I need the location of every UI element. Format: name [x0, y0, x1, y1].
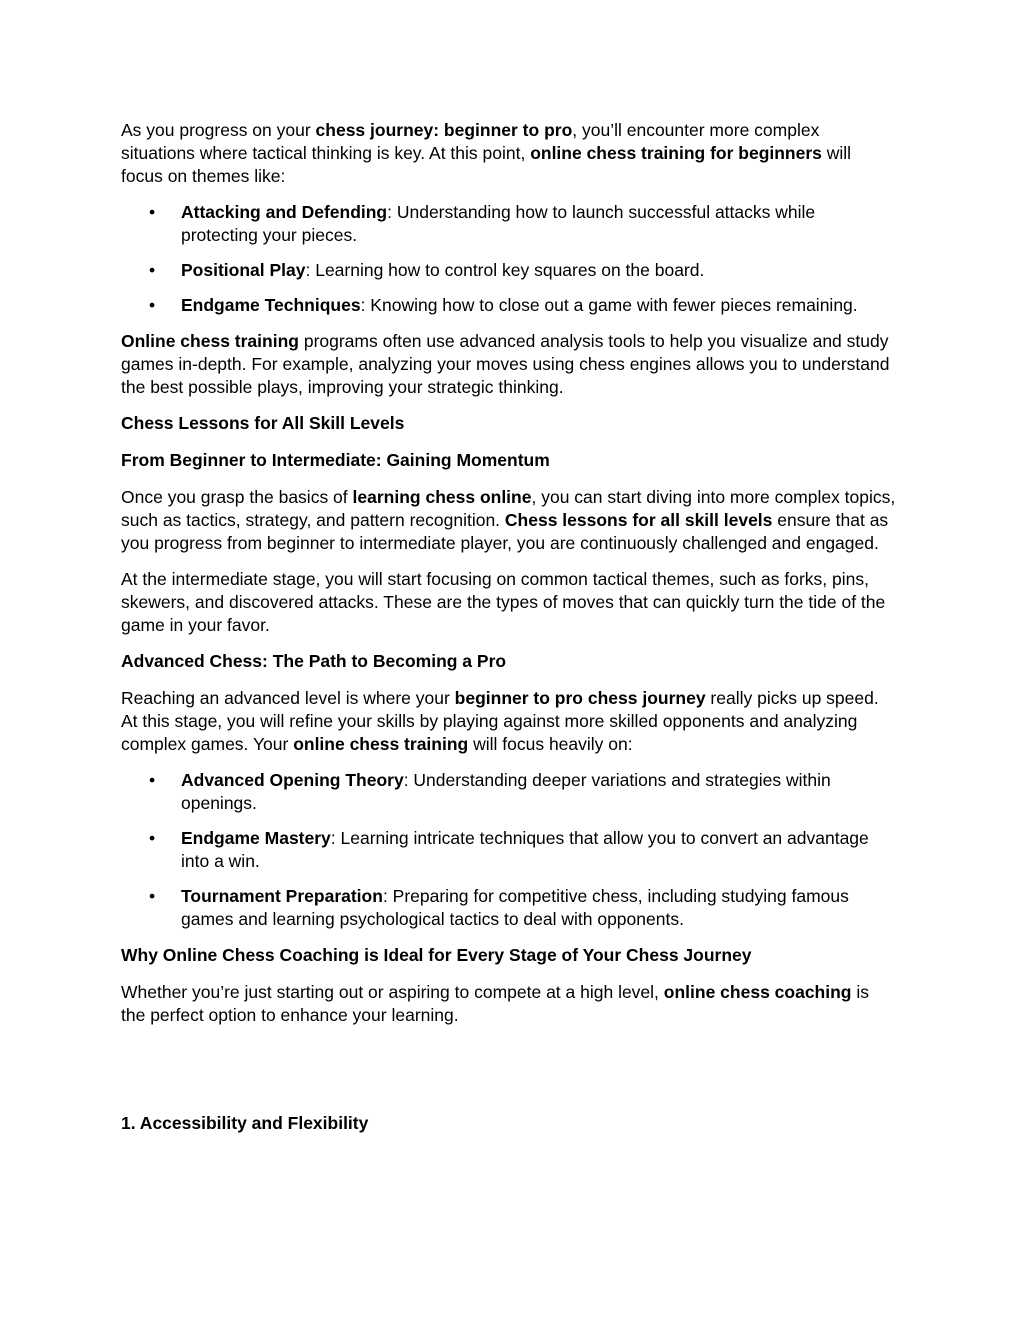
paragraph-intro: As you progress on your chess journey: beginner to pro, you’ll encounter more complex situations where tactical thinking is key. At this point, online chess training for beginners will focus on themes like:: [121, 120, 852, 186]
focus-list: [121, 769, 896, 931]
paragraph-training: Online chess training programs often use advanced analysis tools to help you visualize and study games in-depth. For example, analyzing your moves using chess engines allows you to understand the best possible plays, improving your strategic thinking.: [121, 331, 890, 397]
paragraph-advanced: Reaching an advanced level is where your beginner to pro chess journey really picks up speed. At this stage, you will refine your skills by playing against more skilled opponents and analyzing complex games. Your online chess training will focus heavily on:: [121, 688, 879, 754]
bold-phrase: chess journey: beginner to pro: [315, 120, 573, 140]
bold-phrase: online chess training: [293, 734, 469, 754]
list-item: • Advanced Opening Theory: Understanding deeper variations and strategies within openings.: [121, 769, 896, 815]
list-item: • Tournament Preparation: Preparing for competitive chess, including studying famous games and learning psychological tactics to deal with opponents.: [121, 885, 896, 931]
paragraph-coaching: Whether you’re just starting out or aspiring to compete at a high level, online chess coaching is the perfect option to enhance your learning.: [121, 982, 869, 1025]
bold-phrase: beginner to pro chess journey: [454, 688, 706, 708]
themes-list: [121, 201, 896, 317]
list-item: • Positional Play: Learning how to control key squares on the board.: [121, 259, 896, 282]
bold-phrase: learning chess online: [352, 487, 532, 507]
heading-beginner-intermediate: From Beginner to Intermediate: Gaining Momentum: [121, 450, 550, 470]
blank-space: [121, 1040, 896, 1112]
paragraph-intermediate: At the intermediate stage, you will start focusing on common tactical themes, such as forks, pins, skewers, and discovered attacks. These are the types of moves that can quickly turn the tide of the game in your favor.: [121, 569, 886, 635]
paragraph-basics: Once you grasp the basics of learning chess online, you can start diving into more complex topics, such as tactics, strategy, and pattern recognition. Chess lessons for all skill levels ensure that as you progress from beginner to intermediate player, you are continuously challenged and engaged.: [121, 487, 896, 553]
bold-phrase: online chess coaching: [663, 982, 852, 1002]
bold-phrase: Online chess training: [121, 331, 299, 351]
bold-phrase: online chess training for beginners: [530, 143, 822, 163]
list-item: • Attacking and Defending: Understanding how to launch successful attacks while protecting your pieces.: [121, 201, 896, 247]
heading-advanced: Advanced Chess: The Path to Becoming a Pro: [121, 651, 507, 671]
heading-accessibility: 1. Accessibility and Flexibility: [121, 1113, 369, 1133]
list-item: • Endgame Techniques: Knowing how to close out a game with fewer pieces remaining.: [121, 294, 896, 317]
heading-why-coaching: Why Online Chess Coaching is Ideal for Every Stage of Your Chess Journey: [121, 945, 752, 965]
list-item: • Endgame Mastery: Learning intricate techniques that allow you to convert an advantage into a win.: [121, 827, 896, 873]
heading-skill-levels: Chess Lessons for All Skill Levels: [121, 413, 405, 433]
document-page: [121, 119, 896, 1149]
bold-phrase: Chess lessons for all skill levels: [504, 510, 773, 530]
